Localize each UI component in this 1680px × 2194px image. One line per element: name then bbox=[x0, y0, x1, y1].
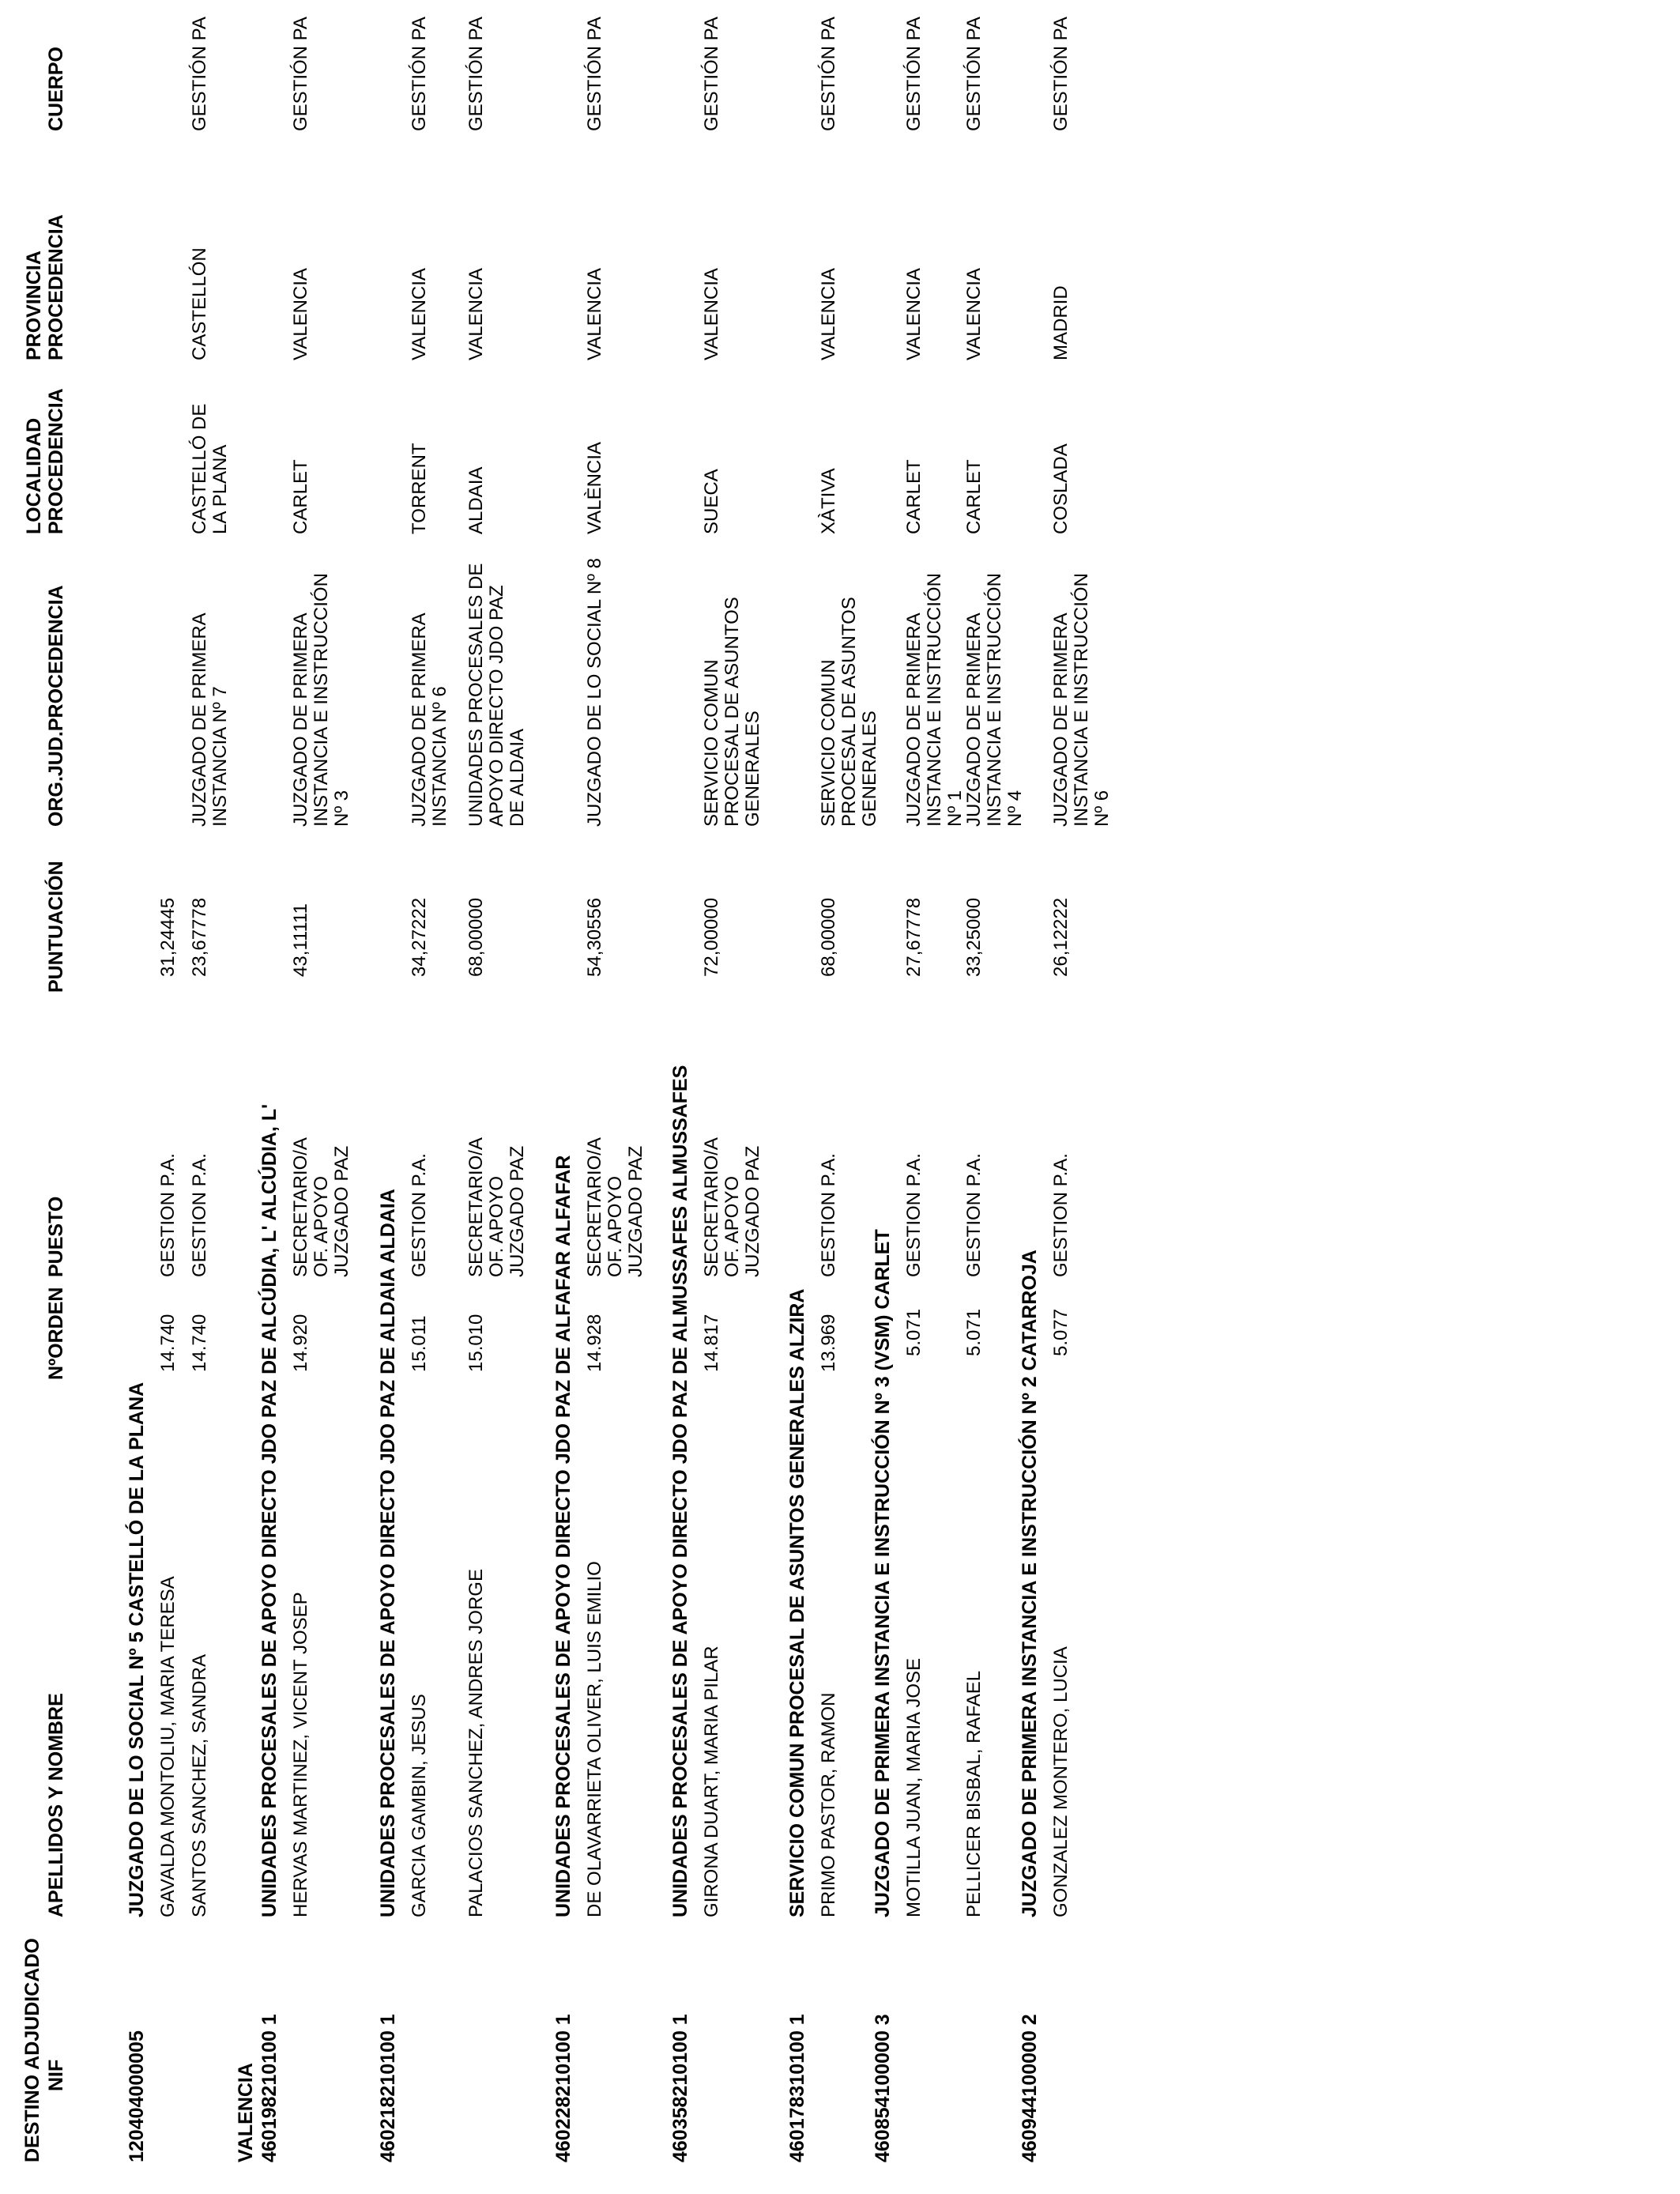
header-org-jud-procedencia: ORG.JUD.PROCEDENCIA bbox=[45, 585, 67, 827]
row-nombre: GONZALEZ MONTERO, LUCIA bbox=[1050, 1646, 1072, 1917]
row-puesto: GESTION P.A. bbox=[818, 1153, 839, 1277]
row-org-procedencia: JUZGADO DE PRIMERA INSTANCIA Nº 6 bbox=[409, 613, 450, 827]
header-localidad-2: PROCEDENCIA bbox=[45, 388, 67, 534]
row-localidad: CASTELLÓ DE LA PLANA bbox=[189, 403, 231, 534]
row-localidad: ALDAIA bbox=[465, 466, 487, 534]
row-nombre: MOTILLA JUAN, MARIA JOSE bbox=[903, 1657, 925, 1917]
row-norden: 15.011 bbox=[409, 1315, 430, 1372]
row-provincia: VALENCIA bbox=[903, 268, 925, 360]
header-cuerpo: CUERPO bbox=[45, 47, 67, 131]
row-cuerpo: GESTIÓN PA bbox=[963, 17, 985, 131]
group-extra-score: 31,24445 bbox=[157, 897, 179, 977]
row-norden: 14.740 bbox=[189, 1314, 210, 1372]
row-localidad: TORRENT bbox=[409, 443, 430, 534]
row-cuerpo: GESTIÓN PA bbox=[1050, 17, 1072, 131]
row-provincia: CASTELLÓN bbox=[189, 247, 210, 360]
row-cuerpo: GESTIÓN PA bbox=[465, 17, 487, 131]
row-puesto: GESTION P.A. bbox=[963, 1153, 985, 1277]
row-localidad: CARLET bbox=[963, 459, 985, 534]
row-puntuacion: 26,12222 bbox=[1050, 897, 1072, 977]
row-cuerpo: GESTIÓN PA bbox=[701, 17, 722, 131]
row-provincia: VALENCIA bbox=[409, 268, 430, 360]
row-localidad: SUECA bbox=[701, 469, 722, 534]
row-puesto: GESTION P.A. bbox=[409, 1153, 430, 1277]
row-norden: 5.071 bbox=[963, 1308, 985, 1356]
row-puesto: SECRETARIO/A OF. APOYO JUZGADO PAZ bbox=[584, 1138, 646, 1277]
group-name: JUZGADO DE PRIMERA INSTANCIA E INSTRUCCIÓN Nº 3 (VSM) CARLET bbox=[872, 1229, 894, 1917]
row-localidad: COSLADA bbox=[1050, 443, 1072, 534]
group-name: JUZGADO DE LO SOCIAL Nº 5 CASTELLÓ DE LA PLANA bbox=[126, 1382, 148, 1917]
row-nombre: GARCIA GAMBIN, JESUS bbox=[409, 1694, 430, 1917]
row-org-procedencia: JUZGADO DE LO SOCIAL Nº 8 bbox=[584, 558, 605, 827]
row-puesto: GESTION P.A. bbox=[189, 1153, 210, 1277]
group-name: UNIDADES PROCESALES DE APOYO DIRECTO JDO PAZ DE ALFAFAR ALFAFAR bbox=[552, 1155, 574, 1917]
row-cuerpo: GESTIÓN PA bbox=[189, 17, 210, 131]
group-name: SERVICIO COMUN PROCESAL DE ASUNTOS GENERALES ALZIRA bbox=[786, 1288, 808, 1917]
row-puesto: GESTION P.A. bbox=[1050, 1153, 1072, 1277]
province-label: VALENCIA bbox=[235, 2063, 257, 2162]
row-norden: 5.071 bbox=[903, 1308, 925, 1356]
row-cuerpo: GESTIÓN PA bbox=[409, 17, 430, 131]
row-provincia: MADRID bbox=[1050, 285, 1072, 360]
row-nombre: GIRONA DUART, MARIA PILAR bbox=[701, 1646, 722, 1917]
group-name: UNIDADES PROCESALES DE APOYO DIRECTO JDO PAZ DE ALDAIA ALDAIA bbox=[377, 1189, 399, 1917]
header-localidad-1: LOCALIDAD bbox=[23, 417, 45, 534]
row-nombre: SANTOS SANCHEZ, SANDRA bbox=[189, 1654, 210, 1917]
row-puntuacion: 43,11111 bbox=[290, 903, 311, 977]
header-puntuacion: PUNTUACIÓN bbox=[45, 861, 67, 993]
row-puesto: SECRETARIO/A OF. APOYO JUZGADO PAZ bbox=[465, 1138, 528, 1277]
row-norden: 14.740 bbox=[157, 1314, 179, 1372]
row-norden: 14.817 bbox=[701, 1314, 722, 1372]
row-norden: 14.920 bbox=[290, 1314, 311, 1372]
row-org-procedencia: JUZGADO DE PRIMERA INSTANCIA Nº 7 bbox=[189, 613, 231, 827]
row-org-procedencia: JUZGADO DE PRIMERA INSTANCIA E INSTRUCCIÓN Nº 1 bbox=[903, 573, 966, 827]
row-localidad: CARLET bbox=[290, 459, 311, 534]
group-name: UNIDADES PROCESALES DE APOYO DIRECTO JDO PAZ DE ALMUSSAFES ALMUSSAFES bbox=[669, 1065, 691, 1917]
header-apellidos-nombre: APELLIDOS Y NOMBRE bbox=[45, 1693, 67, 1917]
row-cuerpo: GESTIÓN PA bbox=[290, 17, 311, 131]
row-localidad: XÀTIVA bbox=[818, 468, 839, 534]
group-name: JUZGADO DE PRIMERA INSTANCIA E INSTRUCCIÓN Nº 2 CATARROJA bbox=[1019, 1250, 1041, 1917]
row-puntuacion: 33,25000 bbox=[963, 897, 985, 977]
row-org-procedencia: SERVICIO COMUN PROCESAL DE ASUNTOS GENERALES bbox=[701, 597, 763, 827]
header-destino-adjudicado: DESTINO ADJUDICADO bbox=[21, 1938, 43, 2162]
row-nombre: PELLICER BISBAL, RAFAEL bbox=[963, 1670, 985, 1917]
row-provincia: VALENCIA bbox=[701, 268, 722, 360]
row-norden: 15.010 bbox=[465, 1314, 487, 1372]
row-localidad: VALÈNCIA bbox=[584, 442, 605, 534]
row-puntuacion: 54,30556 bbox=[584, 897, 605, 977]
row-nombre: GAVALDA MONTOLIU, MARIA TERESA bbox=[157, 1576, 179, 1917]
row-provincia: VALENCIA bbox=[818, 268, 839, 360]
group-code: 460854100000 3 bbox=[872, 2014, 894, 2162]
group-code: 460218210100 1 bbox=[377, 2014, 399, 2162]
header-puesto: PUESTO bbox=[45, 1196, 67, 1277]
row-puntuacion: 68,00000 bbox=[465, 897, 487, 977]
header-norden: NºORDEN bbox=[45, 1287, 67, 1380]
row-nombre: PALACIOS SANCHEZ, ANDRES JORGE bbox=[465, 1569, 487, 1917]
row-nombre: PRIMO PASTOR, RAMON bbox=[818, 1692, 839, 1917]
row-norden: 13.969 bbox=[818, 1314, 839, 1372]
row-org-procedencia: JUZGADO DE PRIMERA INSTANCIA E INSTRUCCIÓN Nº 4 bbox=[963, 573, 1026, 827]
header-provincia-2: PROCEDENCIA bbox=[45, 214, 67, 360]
row-nombre: DE OLAVARRIETA OLIVER, LUIS EMILIO bbox=[584, 1561, 605, 1917]
row-puesto: SECRETARIO/A OF. APOYO JUZGADO PAZ bbox=[701, 1138, 763, 1277]
group-code: 460228210100 1 bbox=[552, 2014, 574, 2162]
group-code: 460178310100 1 bbox=[786, 2014, 808, 2162]
group-code: 120404000005 bbox=[126, 2030, 148, 2162]
row-org-procedencia: JUZGADO DE PRIMERA INSTANCIA E INSTRUCCIÓN Nº 3 bbox=[290, 573, 352, 827]
row-org-procedencia: UNIDADES PROCESALES DE APOYO DIRECTO JDO PAZ DE ALDAIA bbox=[465, 563, 528, 827]
header-provincia-1: PROVINCIA bbox=[23, 251, 45, 360]
row-puntuacion: 72,00000 bbox=[701, 897, 722, 977]
row-provincia: VALENCIA bbox=[290, 268, 311, 360]
group-code: 460358210100 1 bbox=[669, 2014, 691, 2162]
row-nombre: HERVAS MARTINEZ, VICENT JOSEP bbox=[290, 1592, 311, 1917]
row-provincia: VALENCIA bbox=[584, 268, 605, 360]
row-norden: 5.077 bbox=[1050, 1308, 1072, 1356]
row-norden: 14.928 bbox=[584, 1314, 605, 1372]
group-code: 460944100000 2 bbox=[1019, 2014, 1041, 2162]
group-name: UNIDADES PROCESALES DE APOYO DIRECTO JDO PAZ DE ALCÚDIA, L' ALCÚDIA, L' bbox=[258, 1103, 281, 1917]
row-puntuacion: 68,00000 bbox=[818, 897, 839, 977]
row-provincia: VALENCIA bbox=[963, 268, 985, 360]
row-localidad: CARLET bbox=[903, 459, 925, 534]
header-nif: NIF bbox=[45, 2059, 67, 2091]
row-puesto: GESTION P.A. bbox=[903, 1153, 925, 1277]
row-puntuacion: 34,27222 bbox=[409, 897, 430, 977]
row-org-procedencia: SERVICIO COMUN PROCESAL DE ASUNTOS GENERALES bbox=[818, 597, 880, 827]
row-puntuacion: 23,67778 bbox=[189, 897, 210, 977]
row-cuerpo: GESTIÓN PA bbox=[584, 17, 605, 131]
row-puntuacion: 27,67778 bbox=[903, 897, 925, 977]
row-puesto: SECRETARIO/A OF. APOYO JUZGADO PAZ bbox=[290, 1138, 352, 1277]
row-cuerpo: GESTIÓN PA bbox=[903, 17, 925, 131]
row-provincia: VALENCIA bbox=[465, 268, 487, 360]
row-org-procedencia: JUZGADO DE PRIMERA INSTANCIA E INSTRUCCIÓN Nº 6 bbox=[1050, 573, 1113, 827]
group-code: 460198210100 1 bbox=[258, 2014, 281, 2162]
row-puesto: GESTION P.A. bbox=[157, 1153, 179, 1277]
row-cuerpo: GESTIÓN PA bbox=[818, 17, 839, 131]
